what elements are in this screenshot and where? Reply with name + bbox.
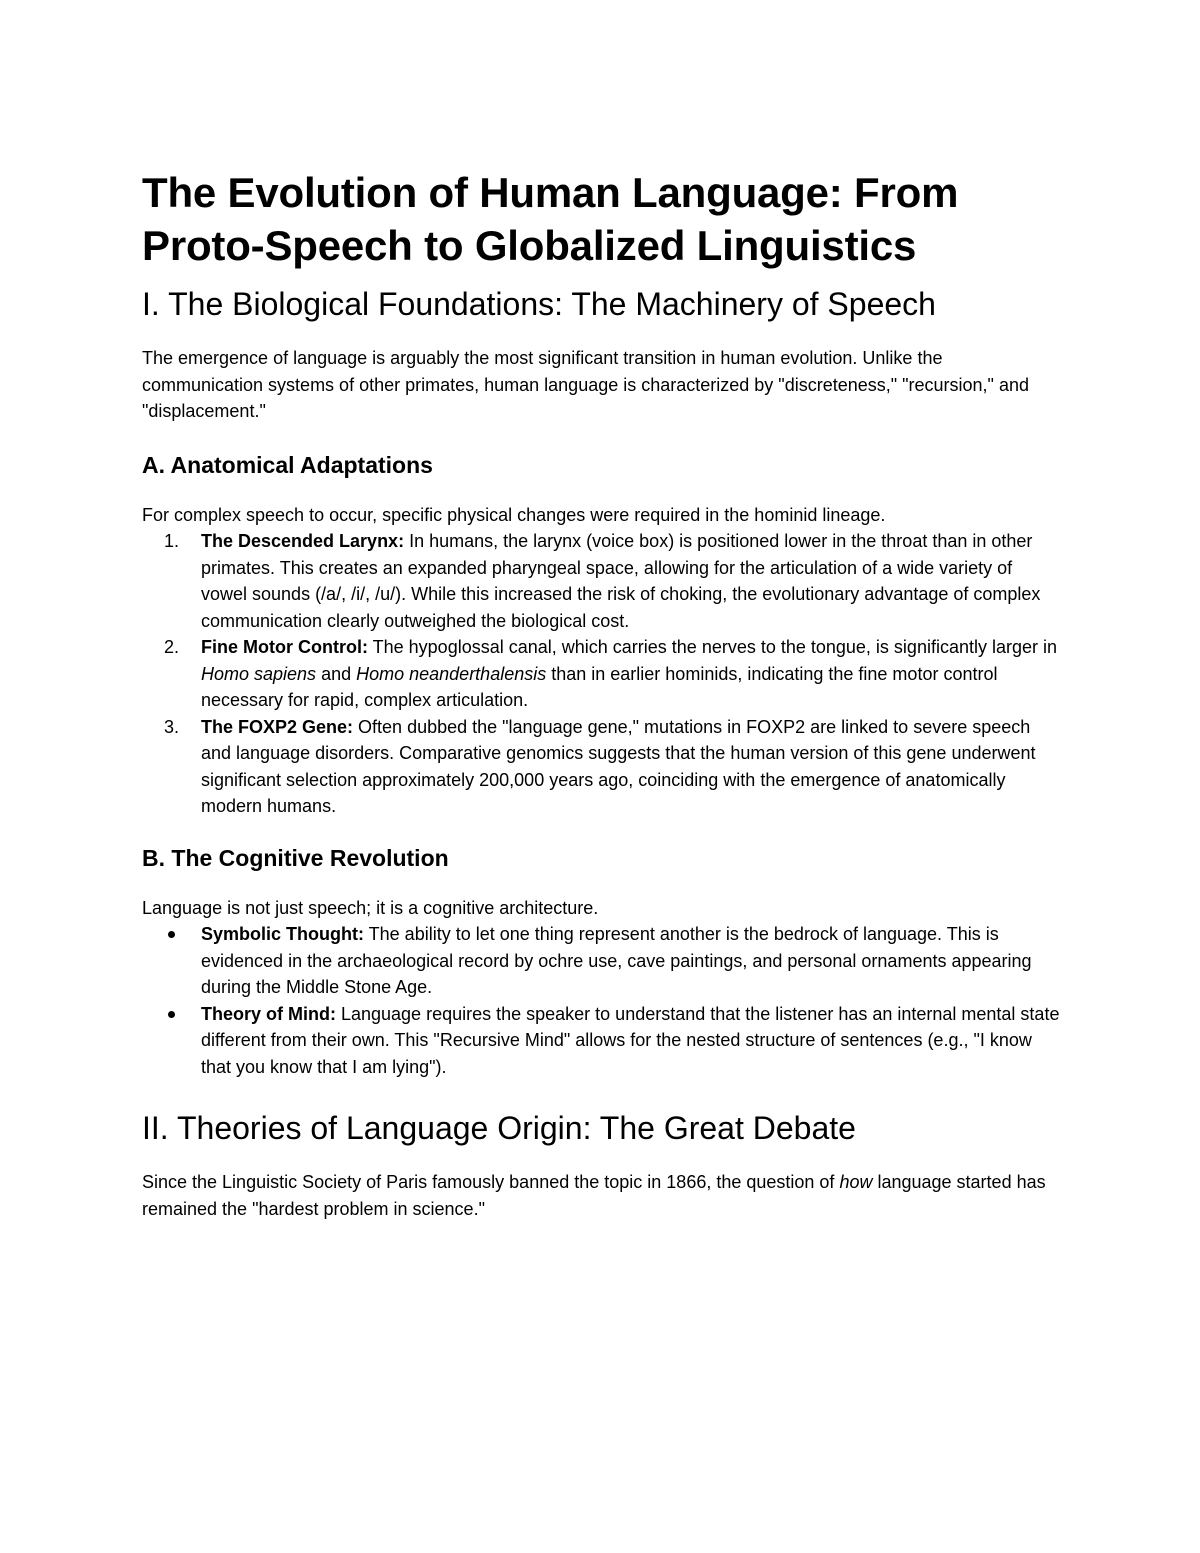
list-item [142,634,1062,714]
paragraph-text: Since the Linguistic Society of Paris famously banned the topic in 1866, the question of [142,1172,840,1192]
list-item-term: Symbolic Thought: [201,924,364,944]
bullet-icon [168,931,175,938]
list-item-text: The ability to let one thing represent another is the bedrock of language. This is evidenced in the archaeological record by ochre use, cave paintings, and personal ornaments appearing during the Middle Stone Age. [201,924,1032,997]
list-item-term: Fine Motor Control: [201,637,368,657]
list-item [142,921,1062,1001]
list-item-text: Language requires the speaker to understand that the listener has an internal mental state different from their own. This "Recursive Mind" allows for the nested structure of sentences (e.g., "I know that you know that I am lying"). [201,1003,1060,1077]
list-item [142,714,1062,820]
species-name: Homo neanderthalensis [356,663,547,684]
anatomical-list [142,528,1062,820]
subsection-a-intro: For complex speech to occur, specific physical changes were required in the hominid lineage. [142,504,886,525]
list-item-text: Often dubbed the "language gene," mutations in FOXP2 are linked to severe speech and language disorders. Comparative genomics suggests that the human version of this gene underwent significant selection approximately 200,000 years ago, coinciding with the emergence of anatomically modern humans. [201,716,1036,816]
list-item [142,528,1062,634]
document-title: The Evolution of Human Language: From Proto-Speech to Globalized Linguistics [142,169,959,269]
subsection-a-heading: A. Anatomical Adaptations [142,451,433,478]
list-item-text: than in earlier hominids, indicating the fine motor control necessary for rapid, complex articulation. [201,663,998,710]
emphasis-text: how [839,1172,873,1192]
bullet-icon [168,1011,175,1018]
section-1-intro: The emergence of language is arguably the most significant transition in human evolution. Unlike the communication systems of other primates, human language is characterized by "discreteness," "recursion," and "displacement." [142,348,1029,421]
document-page [142,166,1062,1222]
list-item [142,1001,1062,1081]
list-number: 3. [164,716,180,737]
paragraph-text: language started has remained the "hardest problem in science." [142,1172,1046,1219]
species-name: Homo sapiens [201,663,317,684]
list-item-term: The Descended Larynx: [201,531,405,551]
list-item-text: The hypoglossal canal, which carries the nerves to the tongue, is significantly larger in [367,637,1058,657]
list-item-text: In humans, the larynx (voice box) is positioned lower in the throat than in other primates. This creates an expanded pharyngeal space, allowing for the articulation of a wide variety of vowel sounds (/a/, /i/, /u/). While this increased the risk of choking, the evolutionary advantage of complex communication clearly outweighed the biological cost. [201,531,1041,631]
list-item-term: The FOXP2 Gene: [201,716,354,737]
subsection-b-intro: Language is not just speech; it is a cognitive architecture. [142,897,599,918]
section-1-heading: I. The Biological Foundations: The Machinery of Speech [142,286,936,322]
subsection-b-heading: B. The Cognitive Revolution [142,844,449,871]
section-2-heading: II. Theories of Language Origin: The Great Debate [142,1110,856,1146]
section-2-intro [142,1169,1062,1222]
list-item-term: Theory of Mind: [201,1003,336,1024]
list-item-text: and [316,663,357,684]
list-number: 1. [164,531,180,551]
cognitive-list [142,921,1062,1080]
list-number: 2. [164,637,180,657]
